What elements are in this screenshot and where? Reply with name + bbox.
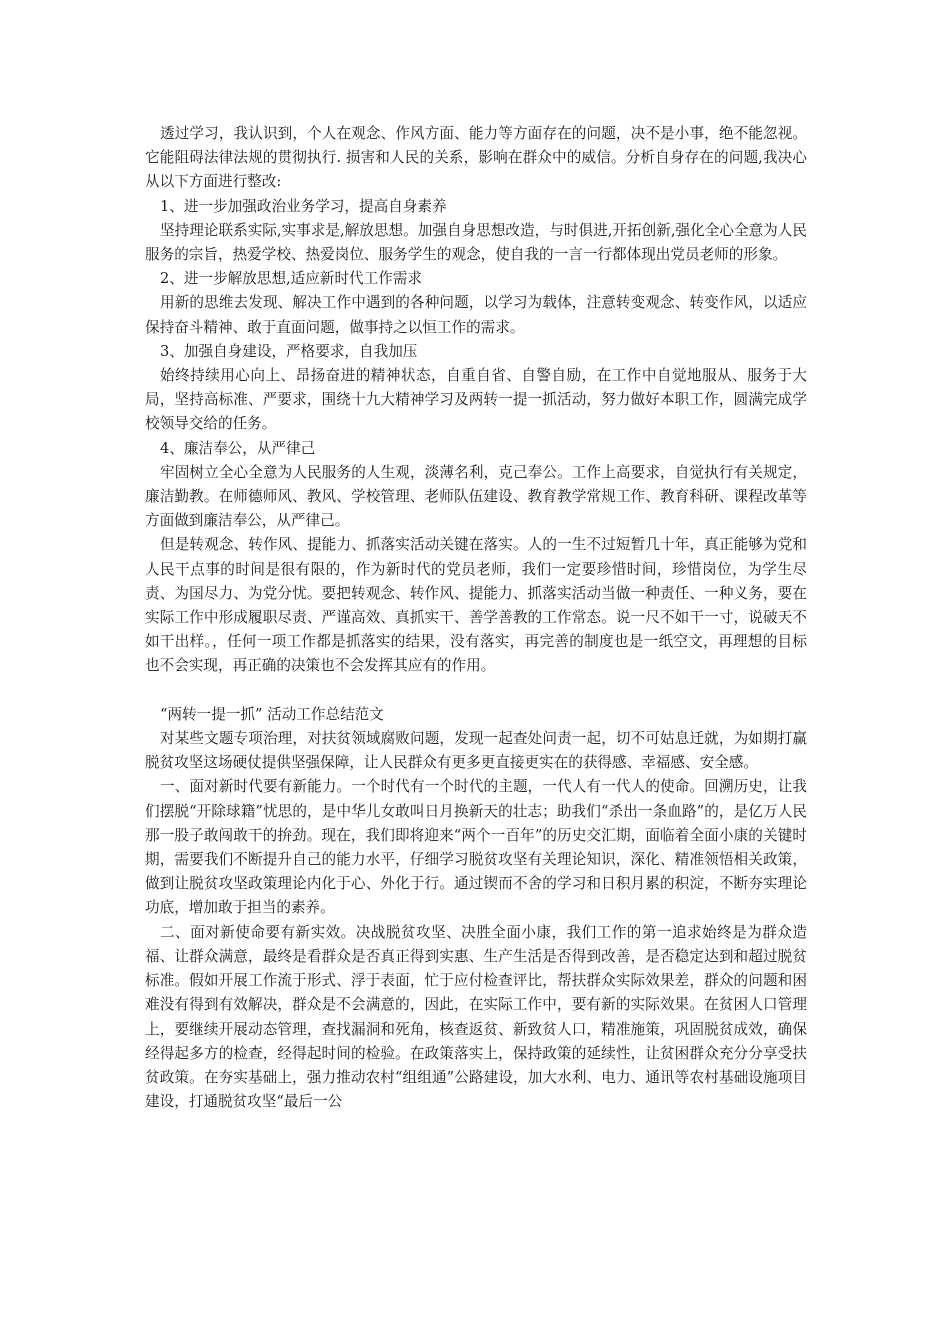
item-2-body: 用新的思维去发现、解决工作中遇到的各种问题，以学习为载体，注意转变观念、转变作风，以适应保持奋斗精神、敢于直面问题，做事持之以恒工作的需求。 (145, 294, 807, 336)
section-spacer (145, 679, 807, 703)
item-1-heading: 1、进一步加强政治业务学习，提高自身素养 (160, 197, 447, 215)
item-4-heading: 4、廉洁奉公，从严律己 (160, 439, 316, 457)
section-intro-paragraph: 对某些文题专项治理，对扶贫领域腐败问题，发现一起查处问责一起，切不可姑息迁就，为如期打赢脱贫攻坚这场硬仗提供坚强保障，让人民群众有更多更直接更实在的获得感、幸福感、安全感。 (145, 730, 807, 772)
section-paragraph-2: 二、面对新使命要有新实效。决战脱贫攻坚、决胜全面小康，我们工作的第一追求始终是为群众造福、让群众满意，最终是看群众是否真正得到实惠、生产生活是否得到改善，是否稳定达到和超过脱贫标准。假如开展工作流于形式、浮于表面，忙于应付检查评比，帮扶群众实际效果差，群众的问题和困难没有得到有效解决，群众是不会满意的，因此，在实际工作中，要有新的实际效果。在贫困人口管理上，要继续开展动态管理，查找漏洞和死角，核查返贫、新致贫人口，精准施策，巩固脱贫成效，确保经得起多方的检查，经得起时间的检验。在政策落实上，保持政策的延续性，让贫困群众充分分享受扶贫政策。在夯实基础上，强力推动农村“组组通”公路建设，加大水利、电力、通讯等农村基础设施项目建设，打通脱贫攻坚“最后一公 (145, 923, 807, 1111)
document-page (145, 122, 807, 1114)
item-1-body: 坚持理论联系实际,实事求是,解放思想。加强自身思想改造，与时俱进,开拓创新,强化全心全意为人民服务的宗旨，热爱学校、热爱岗位、服务学生的观念，使自我的一言一行都体现出党员老师的形象。 (145, 221, 807, 264)
section-title: “两转一提一抓” 活动工作总结范文 (160, 705, 384, 723)
item-2-heading: 2、进一步解放思想,适应新时代工作需求 (160, 270, 423, 288)
conclusion-paragraph: 但是转观念、转作风、提能力、抓落实活动关键在落实。人的一生不过短暂几十年，真正能够为党和人民干点事的时间是很有限的，作为新时代的党员老师，我们一定要珍惜时间，珍惜岗位，为学生尽责、为国尽力、为党分忧。要把转观念、转作风、提能力、抓落实活动当做一种责任、一种义务，要在实际工作中形成履职尽责、严谨高效、真抓实干、善学善教的工作常态。说一尺不如干一寸，说破天不如干出样。，任何一项工作都是抓落实的结果，没有落实，再完善的制度也是一纸空文，再理想的目标也不会实现，再正确的决策也不会发挥其应有的作用。 (145, 536, 807, 675)
item-3-body: 始终持续用心向上、昂扬奋进的精神状态，自重自省、自警自励，在工作中自觉地服从、服务于大局，坚持高标准、严要求，围绕十九大精神学习及两转一提一抓活动，努力做好本职工作，圆满完成学校领导交给的任务。 (145, 367, 807, 433)
section-paragraph-1: 一、面对新时代要有新能力。一个时代有一个时代的主题，一代人有一代人的使命。回溯历史，让我们摆脱“开除球籍”忧思的，是中华儿女敢叫日月换新天的壮志；助我们“杀出一条血路”的，是亿万人民那一股子敢闯敢干的拚劲。现在，我们即将迎来“两个一百年”的历史交汇期，面临着全面小康的关键时期，需要我们不断提升自己的能力水平，仔细学习脱贫攻坚有关理论知识，深化、精准领悟相关政策，做到让脱贫攻坚政策理论内化于心、外化于行。通过锲而不舍的学习和日积月累的积淀，不断夯实理论功底，增加敢于担当的素养。 (145, 778, 807, 917)
item-3-heading: 3、加强自身建设，严格要求，自我加压 (160, 342, 418, 360)
item-4-body: 牢固树立全心全意为人民服务的人生观，淡薄名利，克己奉公。工作上高要求，自觉执行有关规定，廉洁勤教。在师德师风、教风、学校管理、老师队伍建设、教育教学常规工作、教育科研、课程改革等方面做到廉洁奉公，从严律己。 (145, 463, 807, 530)
intro-paragraph: 透过学习，我认识到，个人在观念、作风方面、能力等方面存在的问题，决不是小事，绝不能忽视。它能阻碍法律法规的贯彻执行. 损害和人民的关系，影响在群众中的威信。分析自身存在的问题,我决心从以下方面进行整改: (145, 125, 807, 191)
